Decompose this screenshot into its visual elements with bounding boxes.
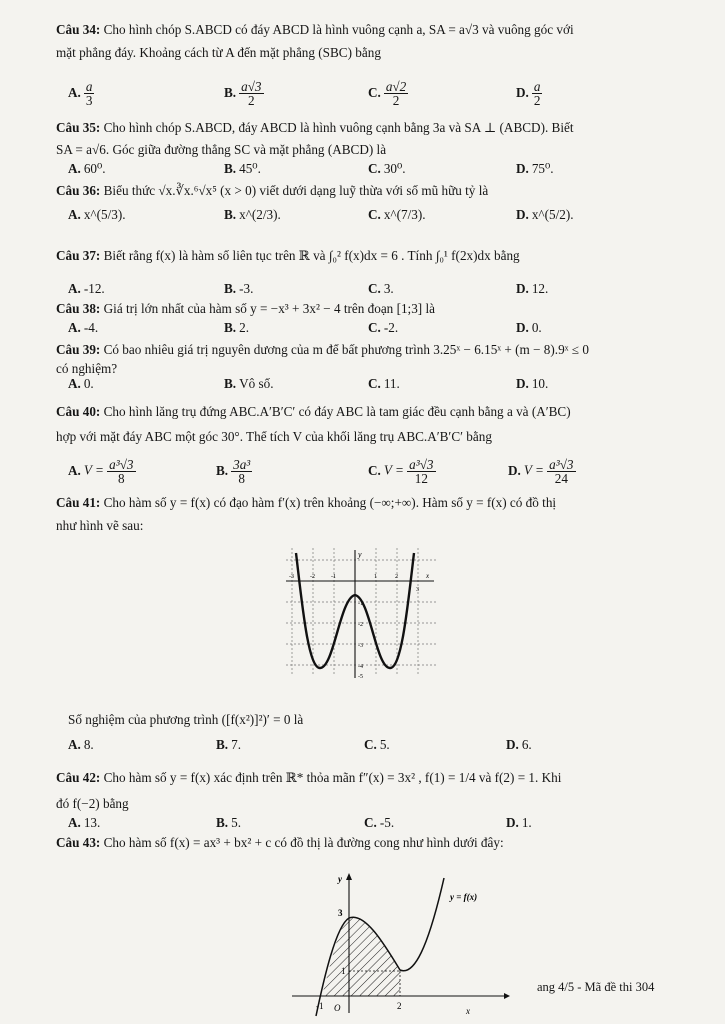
q41-x-label: x — [426, 572, 430, 580]
q41-ytick-neg1: -1 — [358, 601, 363, 607]
q37-options — [68, 280, 708, 298]
q39-line2: có nghiệm? — [56, 361, 118, 376]
q40-line1: Câu 40: Cho hình lăng trụ đứng ABC.A′B′C′ có đáy ABC là tam giác đều cạnh bằng a và (A′BC) — [56, 404, 571, 419]
q43-graph — [292, 868, 512, 1018]
q42-line2: đó f(−2) bằng — [56, 796, 129, 811]
q34-option-c[interactable]: C. $\frac{a√2}{2}$ — [368, 79, 407, 108]
q35-option-c[interactable]: C. 30⁰. — [368, 161, 406, 176]
q41-graph — [286, 548, 436, 680]
q37-option-c[interactable]: C. 3. — [368, 281, 394, 296]
q40-line2: hợp với mặt đáy ABC một góc 30°. Thể tích V của khối lăng trụ ABC.A′B′C′ bằng — [56, 429, 492, 444]
q38-option-c[interactable]: C. -2. — [368, 320, 399, 335]
q42-option-a[interactable]: A. 13. — [68, 815, 101, 830]
q34-line1: Câu 34: Cho hình chóp S.ABCD có đáy ABCD là hình vuông cạnh a, SA = a√3 và vuông góc với — [56, 22, 574, 37]
q41-xtick-neg2: -2 — [310, 574, 315, 580]
q39-option-b[interactable]: B. Vô số. — [224, 376, 274, 391]
q39-option-a[interactable]: A. 0. — [68, 376, 94, 391]
q41-ytick-neg5: -5 — [358, 674, 363, 680]
q43-curve-label: y = f(x) — [450, 892, 478, 902]
q42-option-c[interactable]: C. -5. — [364, 815, 395, 830]
q41-options — [68, 736, 708, 754]
q39-option-d[interactable]: D. 10. — [516, 376, 549, 391]
q37-option-d[interactable]: D. 12. — [516, 281, 549, 296]
q42-line1: Câu 42: Cho hàm số y = f(x) xác định trên ℝ* thỏa mãn f″(x) = 3x² , f(1) = 1/4 và f(2) = 1. Khi — [56, 770, 562, 785]
q37-option-b[interactable]: B. -3. — [224, 281, 254, 296]
q43-ytick-3: 3 — [338, 908, 343, 918]
q41-line2: như hình vẽ sau: — [56, 518, 144, 533]
q41-ytick-neg4: -4 — [358, 664, 363, 670]
q38-option-d[interactable]: D. 0. — [516, 320, 542, 335]
q40-option-a[interactable]: A. V = $\frac{\text{a³√3}}{8}$ — [68, 457, 134, 486]
q43-line1: Câu 43: Cho hàm số f(x) = ax³ + bx² + c có đồ thị là đường cong như hình dưới đây: — [56, 835, 504, 850]
q43-y-arrow — [346, 873, 352, 880]
q34-option-a[interactable]: A. $\frac{a}{3}$ — [68, 79, 93, 108]
q36-option-d[interactable]: D. x^(5/2). — [516, 207, 574, 222]
q35-option-d[interactable]: D. 75⁰. — [516, 161, 554, 176]
q35-line1: Câu 35: Cho hình chóp S.ABCD, đáy ABCD là hình vuông cạnh bằng 3a và SA ⊥ (ABCD). Biết — [56, 120, 574, 135]
q34-line2: mặt phẳng đáy. Khoảng cách từ A đến mặt phẳng (SBC) bằng — [56, 45, 381, 60]
q35-option-b[interactable]: B. 45⁰. — [224, 161, 261, 176]
q43-x-label: x — [466, 1006, 470, 1016]
q42-options — [68, 814, 708, 832]
q43-xtick-2: 2 — [397, 1001, 402, 1011]
q43-origin: O — [334, 1003, 341, 1013]
q37-line1: Câu 37: Biết rằng f(x) là hàm số liên tục trên ℝ và ∫₀² f(x)dx = 6 . Tính ∫₀¹ f(2x)dx bằng — [56, 248, 520, 263]
q41-option-a[interactable]: A. 8. — [68, 737, 94, 752]
q36-line1: Câu 36: Biểu thức √x.∛x.⁶√x⁵ (x > 0) viết dưới dạng luỹ thừa với số mũ hữu tỷ là — [56, 183, 489, 198]
q41-option-d[interactable]: D. 6. — [506, 737, 532, 752]
q36-option-a[interactable]: A. x^(5/3). — [68, 207, 126, 222]
q35-line2: SA = a√6. Góc giữa đường thẳng SC và mặt phẳng (ABCD) là — [56, 142, 387, 157]
q41-ytick-neg3: -3 — [358, 643, 363, 649]
q41-xtick-neg3: -3 — [289, 574, 294, 580]
q36-option-b[interactable]: B. x^(2/3). — [224, 207, 281, 222]
q34-options — [68, 79, 708, 108]
q39-options — [68, 375, 708, 393]
q38-option-b[interactable]: B. 2. — [224, 320, 249, 335]
q34-option-b[interactable]: B. $\frac{a√3}{2}$ — [224, 79, 262, 108]
q37-option-a[interactable]: A. -12. — [68, 281, 105, 296]
q41-xtick-3: 3 — [416, 587, 419, 593]
q43-ytick-1: 1 — [341, 966, 346, 976]
q38-line1: Câu 38: Giá trị lớn nhất của hàm số y = −x³ + 3x² − 4 trên đoạn [1;3] là — [56, 301, 436, 316]
q39-option-c[interactable]: C. 11. — [368, 376, 400, 391]
q43-hatched-region — [322, 917, 400, 996]
q41-line1: Câu 41: Cho hàm số y = f(x) có đạo hàm f′(x) trên khoảng (−∞;+∞). Hàm số y = f(x) có đồ thị — [56, 495, 557, 510]
q41-option-c[interactable]: C. 5. — [364, 737, 390, 752]
q40-option-c[interactable]: C. V = $\frac{\text{a³√3}}{12}$ — [368, 457, 434, 486]
q38-option-a[interactable]: A. -4. — [68, 320, 99, 335]
q40-option-b[interactable]: B. $\frac{\text{3a³}}{8}$ — [216, 457, 251, 486]
q38-options — [68, 319, 708, 337]
q40-option-d[interactable]: D. V = $\frac{\text{a³√3}}{24}$ — [508, 457, 574, 486]
q35-options — [68, 160, 708, 178]
q41-option-b[interactable]: B. 7. — [216, 737, 241, 752]
q39-line1: Câu 39: Có bao nhiêu giá trị nguyên dương của m để bất phương trình 3.25ˣ − 6.15ˣ + (m − 8).9ˣ ≤ 0 — [56, 342, 589, 357]
q43-x-arrow — [504, 993, 510, 999]
q41-y-label: y — [358, 550, 362, 559]
q42-option-b[interactable]: B. 5. — [216, 815, 241, 830]
page-footer: ang 4/5 - Mã đề thi 304 — [537, 980, 655, 994]
q36-options — [68, 206, 708, 224]
q41-xtick-neg1: -1 — [331, 574, 336, 580]
q43-y-label: y — [338, 874, 342, 884]
q34-option-d[interactable]: D. $\frac{a}{2}$ — [516, 79, 541, 108]
q35-option-a[interactable]: A. 60⁰. — [68, 161, 106, 176]
q42-option-d[interactable]: D. 1. — [506, 815, 532, 830]
q41-xtick-2: 2 — [395, 574, 398, 580]
q41-ytick-neg2: -2 — [358, 622, 363, 628]
q41-xtick-1: 1 — [374, 574, 377, 580]
q36-option-c[interactable]: C. x^(7/3). — [368, 207, 426, 222]
q43-xtick-neg1: -1 — [316, 1001, 324, 1011]
q41-line3: Số nghiệm của phương trình ([f(x²)]²)′ = 0 là — [68, 712, 304, 727]
q40-options — [68, 457, 708, 486]
